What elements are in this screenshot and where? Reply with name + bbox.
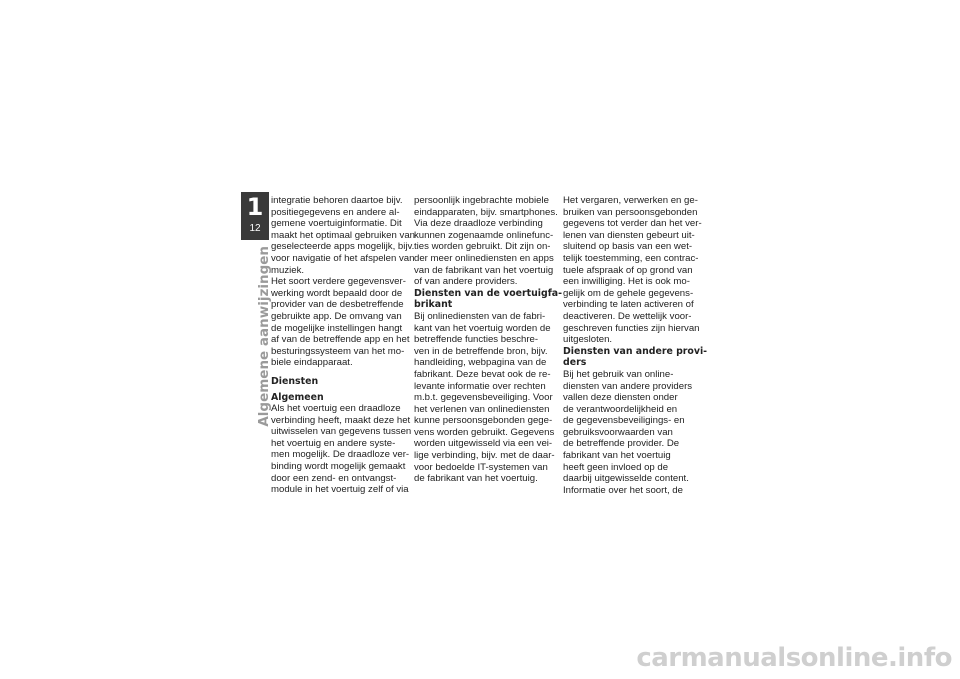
text-line: sluitend op basis van een wet- [563,241,693,253]
text-line: gebruikte app. De omvang van [271,310,402,322]
text-line: tuele afspraak of op grond van [563,264,693,276]
text-line: binding wordt mogelijk gemaakt [271,461,406,473]
text-line: gelijk om de gehele gegevens- [563,287,694,299]
paragraph [271,276,413,369]
paragraph [271,403,413,496]
text-line: kunne persoonsgebonden gege- [414,415,553,427]
text-line: deactiveren. De wettelijk voor- [563,310,692,322]
chapter-number: 1 [246,193,264,221]
paragraph [271,195,413,276]
text-line: bruiken van persoonsgebonden [563,206,698,218]
text-line: daarbij uitgewisselde content. [563,473,689,485]
text-line: gegevens tot verder dan het ver- [563,218,702,230]
text-line: fabrikant van het voertuig [563,450,671,462]
text-line: muziek. [271,264,305,276]
text-line: door een zend- en ontvangst- [271,472,397,484]
text-line: lenen van diensten gebeurt uit- [563,229,695,241]
chapter-title-vertical: Algemene aanwijzingen [256,246,272,427]
text-line: handleiding, webpagina van de [414,357,547,369]
text-line: de betreffende provider. De [563,438,680,450]
text-line: uitwisselen van gegevens tussen [271,426,412,438]
text-line: geschreven functies zijn hiervan [563,322,700,334]
text-line: ties worden gebruikt. Dit zijn on- [414,241,551,253]
text-line: van de fabrikant van het voertuig [414,264,554,276]
text-line: de fabrikant van het voertuig. [414,473,538,485]
text-line: Het soort verdere gegevensver- [271,276,406,288]
text-line: Bij het gebruik van online- [563,368,674,380]
text-line: kunnen zogenaamde onlinefunc- [414,229,554,241]
text-line: de mogelijke instellingen hangt [271,322,403,334]
watermark: carmanualsonline.info [636,643,952,673]
text-line: worden uitgewisseld via een vei- [414,438,553,450]
heading-line: ders [563,357,587,369]
text-line: provider van de desbetreffende [271,299,404,311]
paragraph [563,195,705,346]
text-line: persoonlijk ingebrachte mobiele [414,195,549,206]
text-line: biele eindapparaat. [271,357,353,369]
text-line: voor bedoelde IT-systemen van [414,461,548,473]
text-line: gebruiksvoorwaarden van [563,426,673,438]
text-line: der meer onlinediensten en apps [414,252,554,264]
text-line: Via deze draadloze verbinding [414,218,543,230]
text-line: Bij onlinediensten van de fabri- [414,310,546,322]
text-line: vens worden gebruikt. Gegevens [414,426,555,438]
text-line: diensten van andere providers [563,380,693,392]
text-line: fabrikant. Deze bevat ook de re- [414,368,551,380]
text-line: gemene voertuiginformatie. Dit [271,218,402,230]
text-line: verbinding heeft, maakt deze het [271,414,411,426]
heading-line: brikant [414,299,453,311]
text-column-1 [271,195,413,496]
text-line: geselecteerde apps mogelijk, bijv. [271,241,415,253]
text-line: Als het voertuig een draadloze [271,403,401,415]
text-line: werking wordt bepaald door de [271,287,403,299]
text-line: module in het voertuig zelf of via [271,484,409,496]
text-line: eindapparaten, bijv. smartphones. [414,206,558,218]
paragraph [414,311,556,485]
text-line: het verlenen van onlinediensten [414,403,550,415]
text-line: de verantwoordelijkheid en [563,403,678,415]
section-heading: Diensten [271,375,319,387]
text-line: kant van het voertuig worden de [414,322,551,334]
text-line: vallen deze diensten onder [563,392,678,404]
text-line: positiegegevens en andere al- [271,206,400,218]
text-line: lige verbinding, bijv. met de daar- [414,450,555,462]
text-line: uitgesloten. [563,334,613,346]
text-line: ven in de betreffende bron, bijv. [414,345,548,357]
text-line: verbinding te laten activeren of [563,299,694,311]
section-heading [414,287,563,311]
text-line: het voertuig en andere syste- [271,437,396,449]
text-line: levante informatie over rechten [414,380,546,392]
text-line: een inwilliging. Het is ook mo- [563,276,690,288]
text-line: de gegevensbeveiligings- en [563,415,685,427]
text-line: m.b.t. gegevensbeveiliging. Voor [414,392,553,404]
subsection-heading: Algemeen [271,391,324,403]
text-line: heeft geen invloed op de [563,461,669,473]
text-line: of van andere providers. [414,276,518,288]
text-line: maakt het optimaal gebruiken van [271,229,415,241]
paragraph [414,195,556,288]
text-line: telijk toestemming, een contrac- [563,252,699,264]
section-heading [563,345,708,369]
page-number: 12 [249,223,261,234]
text-column-3 [563,195,708,496]
text-line: Het vergaren, verwerken en ge- [563,195,698,206]
text-line: af van de betreffende app en het [271,334,410,346]
text-line: integratie behoren daartoe bijv. [271,195,403,206]
text-line: voor navigatie of het afspelen van [271,252,415,264]
text-line: men mogelijk. De draadloze ver- [271,449,410,461]
text-line: Informatie over het soort, de [563,484,683,496]
heading-line: Diensten van de voertuigfa- [414,287,563,299]
text-line: betreffende functies beschre- [414,334,539,346]
heading-line: Diensten van andere provi- [563,345,708,357]
text-column-2 [414,195,563,485]
text-line: besturingssysteem van het mo- [271,345,405,357]
paragraph [563,369,705,497]
chapter-tab [241,192,269,240]
